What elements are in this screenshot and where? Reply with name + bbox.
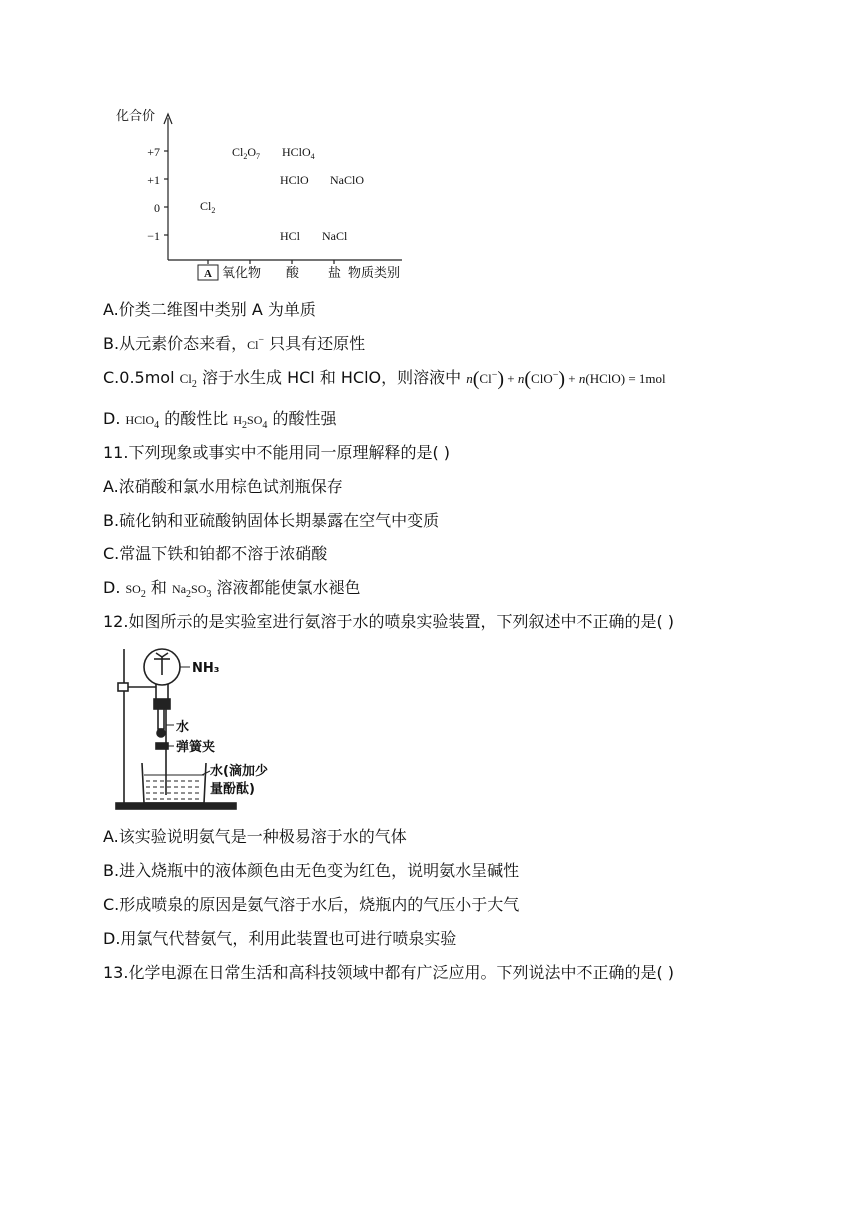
fountain-apparatus-svg <box>112 645 282 815</box>
y-tick-label: +1 <box>147 173 160 187</box>
x-category-label: A <box>204 268 212 280</box>
point-nacl: NaCl <box>322 229 348 243</box>
point-cl2o7: $Cl_2O_7$ <box>232 145 261 161</box>
q11-stem: 11.下列现象或事实中不能用同一原理解释的是( ) <box>103 443 451 462</box>
point-naclo: NaClO <box>330 173 364 187</box>
q12-option-d: D.用氯气代替氨气，利用此装置也可进行喷泉实验 <box>103 929 457 948</box>
valence-class-svg <box>112 100 422 290</box>
q12-stem: 12.如图所示的是实验室进行氨溶于水的喷泉实验装置，下列叙述中不正确的是( ) <box>103 612 675 631</box>
fountain-apparatus-figure <box>112 645 282 815</box>
x-category-label: 酸 <box>286 266 300 281</box>
valence-class-chart <box>112 100 422 290</box>
point-hcl: HCl <box>280 229 301 243</box>
q13-stem: 13.化学电源在日常生活和高科技领域中都有广泛应用。下列说法中不正确的是( ) <box>103 963 675 982</box>
q11-option-b: B.硫化钠和亚硫酸钠固体长期暴露在空气中变质 <box>103 511 440 530</box>
x-category-label: 盐 <box>328 266 342 281</box>
q11-option-a: A.浓硝酸和氯水用棕色试剂瓶保存 <box>103 477 343 496</box>
q10-option-a: A.价类二维图中类别 A 为单质 <box>103 300 316 319</box>
label-water: 水 <box>176 720 190 735</box>
y-tick-label: 0 <box>154 201 160 215</box>
q10-option-b: B.从元素价态来看，Cl− 只具有还原性 <box>103 334 366 353</box>
y-axis-label: 化合价 <box>116 109 156 124</box>
q11-option-d: D. $SO_2$ 和 $Na_2SO_3$ 溶液都能使氯水褪色 <box>103 578 361 601</box>
y-tick-label: −1 <box>147 229 160 243</box>
q11-option-c: C.常温下铁和铂都不溶于浓硝酸 <box>103 544 328 563</box>
x-axis-label: 物质类别 <box>348 266 401 281</box>
q12-option-b: B.进入烧瓶中的液体颜色由无色变为红色，说明氨水呈碱性 <box>103 861 520 880</box>
chart-axes <box>164 114 402 280</box>
label-beaker-line2: 量酚酞) <box>210 782 255 797</box>
label-nh3: NH₃ <box>192 661 220 676</box>
q12-option-a: A.该实验说明氨气是一种极易溶于水的气体 <box>103 827 407 846</box>
q10-option-c: C.0.5mol $Cl_2$ 溶于水生成 HCl 和 HClO，则溶液中 n(Cl−) + n(ClO−) + n(HClO) = 1mol <box>103 368 666 391</box>
x-category-label: 氧化物 <box>222 266 262 281</box>
point-cl2: $Cl_2$ <box>200 199 216 215</box>
y-tick-label: +7 <box>147 145 160 159</box>
q12-option-c: C.形成喷泉的原因是氨气溶于水后，烧瓶内的气压小于大气 <box>103 895 520 914</box>
q10-option-d: D. HClO$_4$ 的酸性比 $H_2SO_4$ 的酸性强 <box>103 409 337 432</box>
point-hclo: HClO <box>280 173 309 187</box>
label-beaker-line1: 水(滴加少 <box>210 764 268 779</box>
label-spring-clamp: 弹簧夹 <box>176 740 216 755</box>
point-hclo4: HClO$_4$ <box>282 145 315 161</box>
